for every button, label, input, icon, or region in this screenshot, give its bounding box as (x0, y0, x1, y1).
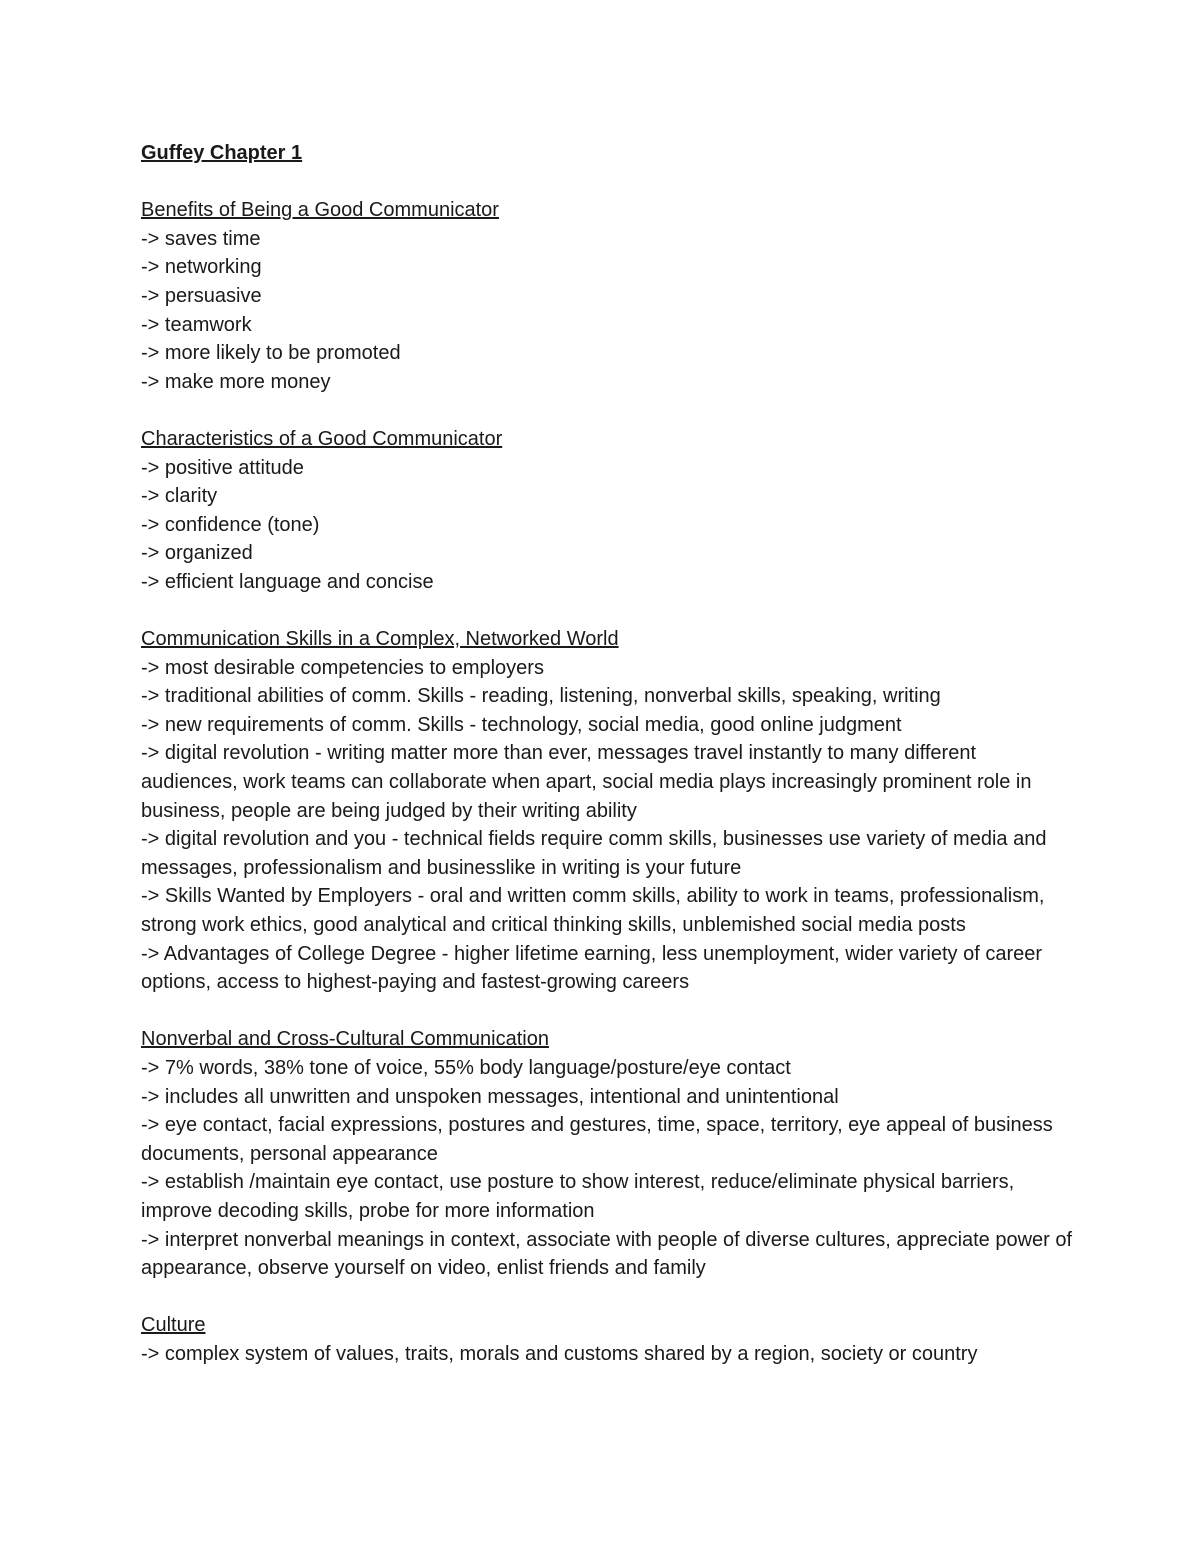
section-culture (141, 1311, 1076, 1368)
list-item: -> eye contact, facial expressions, postures and gestures, time, space, territory, eye appeal of business documents, personal appearance (141, 1114, 1053, 1165)
list-item: -> Advantages of College Degree - higher lifetime earning, less unemployment, wider variety of career options, access to highest-paying and fastest-growing careers (141, 942, 1043, 994)
list-item: -> positive attitude (141, 456, 304, 479)
section-heading: Characteristics of a Good Communicator (141, 427, 503, 450)
list-item: -> complex system of values, traits, morals and customs shared by a region, society or country (141, 1342, 978, 1365)
list-item: -> interpret nonverbal meanings in context, associate with people of diverse cultures, appreciate power of appearance, observe yourself on video, enlist friends and family (141, 1228, 1073, 1280)
section-heading: Culture (141, 1314, 206, 1337)
list-item: -> includes all unwritten and unspoken messages, intentional and unintentional (141, 1085, 839, 1108)
document-page (141, 139, 1076, 1369)
section-communication-skills (141, 625, 1076, 997)
list-item: -> Skills Wanted by Employers - oral and written comm skills, ability to work in teams, professionalism, strong work ethics, good analytical and critical thinking skills, unblemished social media posts (141, 885, 1045, 937)
list-item: -> teamwork (141, 313, 252, 336)
section-nonverbal (141, 1025, 1076, 1282)
list-item: -> establish /maintain eye contact, use posture to show interest, reduce/eliminate physical barriers, improve decoding skills, probe for more information (141, 1171, 1015, 1222)
list-item: -> efficient language and concise (141, 570, 434, 593)
list-item: -> traditional abilities of comm. Skills - reading, listening, nonverbal skills, speaking, writing (141, 685, 941, 708)
list-item: -> most desirable competencies to employers (141, 656, 544, 679)
list-item: -> clarity (141, 485, 218, 508)
list-item: -> confidence (tone) (141, 513, 320, 536)
document-title: Guffey Chapter 1 (141, 142, 303, 164)
list-item: -> new requirements of comm. Skills - technology, social media, good online judgment (141, 713, 902, 736)
list-item: -> digital revolution - writing matter more than ever, messages travel instantly to many different audiences, work teams can collaborate when apart, social media plays increasingly prominent role in business, people are being judged by their writing ability (141, 742, 1032, 822)
section-benefits (141, 196, 1076, 396)
list-item: -> organized (141, 542, 253, 565)
section-heading: Communication Skills in a Complex, Networked World (141, 628, 619, 651)
list-item: -> persuasive (141, 284, 262, 307)
section-heading: Nonverbal and Cross-Cultural Communication (141, 1028, 549, 1051)
section-characteristics (141, 425, 1076, 597)
section-heading: Benefits of Being a Good Communicator (141, 199, 499, 222)
list-item: -> saves time (141, 227, 261, 250)
list-item: -> digital revolution and you - technical fields require comm skills, businesses use variety of media and messages, professionalism and businesslike in writing is your future (141, 828, 1047, 879)
list-item: -> 7% words, 38% tone of voice, 55% body language/posture/eye contact (141, 1057, 791, 1079)
list-item: -> more likely to be promoted (141, 342, 401, 365)
list-item: -> networking (141, 256, 262, 279)
list-item: -> make more money (141, 370, 331, 393)
